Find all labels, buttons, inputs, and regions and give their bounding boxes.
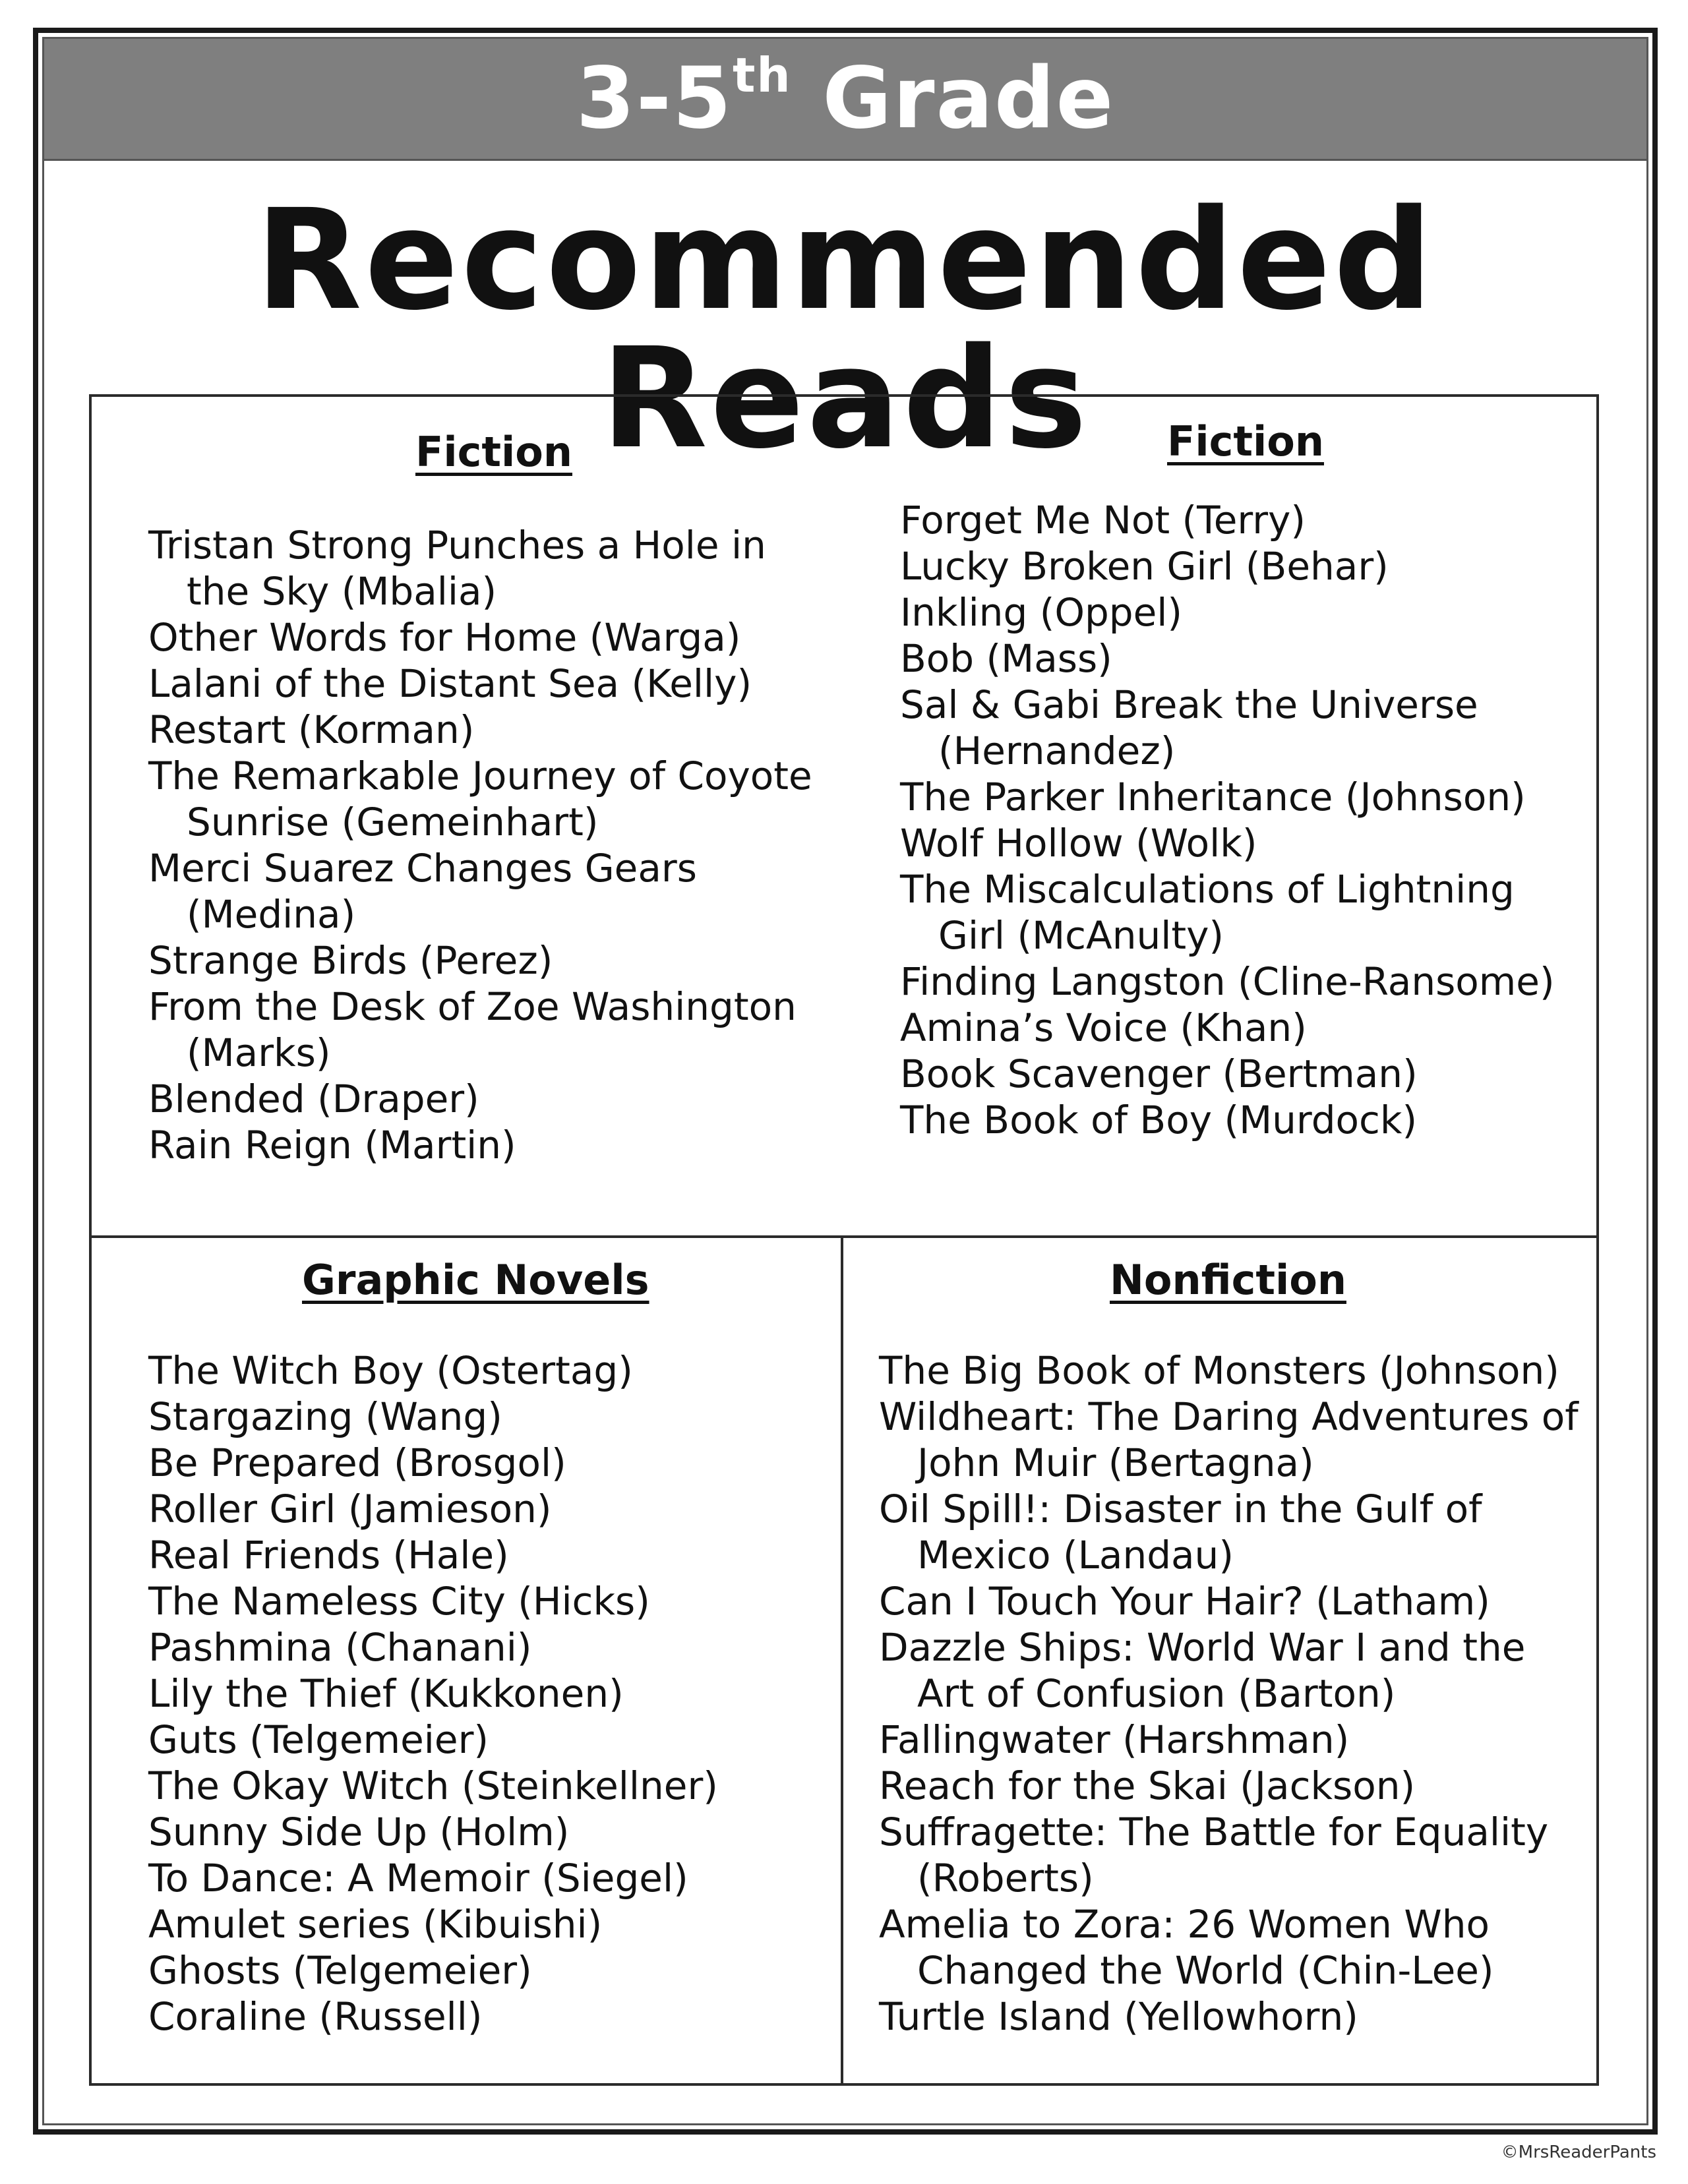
book-item: Strange Birds (Perez) <box>148 938 553 984</box>
book-item: Restart (Korman) <box>148 707 475 753</box>
book-item: Amelia to Zora: 26 Women Who Changed the World (Chin-Lee) <box>879 1902 1494 1993</box>
book-item: The Nameless City (Hicks) <box>148 1579 650 1624</box>
book-item: Finding Langston (Cline-Ransome) <box>900 959 1555 1005</box>
book-item: Lily the Thief (Kukkonen) <box>148 1671 624 1717</box>
book-item: Fallingwater (Harshman) <box>879 1717 1350 1763</box>
book-list <box>148 522 834 1168</box>
book-item: Dazzle Ships: World War I and the Art of Confusion (Barton) <box>879 1625 1526 1717</box>
copyright-credit: ©MrsReaderPants <box>1501 2142 1656 2162</box>
book-item: From the Desk of Zoe Washington (Marks) <box>148 984 797 1076</box>
book-item: Book Scavenger (Bertman) <box>900 1051 1418 1097</box>
book-item: Can I Touch Your Hair? (Latham) <box>879 1579 1490 1624</box>
book-item: The Parker Inheritance (Johnson) <box>900 775 1526 820</box>
book-list <box>900 497 1589 1143</box>
book-item: Blended (Draper) <box>148 1077 479 1122</box>
book-item: Roller Girl (Jamieson) <box>148 1487 552 1532</box>
grade-banner-text <box>576 47 1115 148</box>
book-item: The Okay Witch (Steinkellner) <box>148 1763 718 1809</box>
book-item: Inkling (Oppel) <box>900 590 1183 635</box>
book-item: Wolf Hollow (Wolk) <box>900 821 1257 866</box>
book-item: Suffragette: The Battle for Equality (Roberts) <box>879 1810 1549 1901</box>
book-item: The Remarkable Journey of Coyote Sunrise (Gemeinhart) <box>148 753 812 845</box>
book-item: Rain Reign (Martin) <box>148 1123 516 1168</box>
book-item: Lucky Broken Girl (Behar) <box>900 544 1389 589</box>
book-item: Other Words for Home (Warga) <box>148 615 741 661</box>
book-item: Forget Me Not (Terry) <box>900 498 1306 543</box>
section-heading: Fiction <box>415 428 572 476</box>
vertical-divider <box>841 1235 843 2086</box>
section-fiction-left <box>148 430 834 1168</box>
book-item: Tristan Strong Punches a Hole in the Sky (Mbalia) <box>148 523 766 614</box>
book-item: Wildheart: The Daring Adventures of John Muir (Bertagna) <box>879 1394 1579 1486</box>
book-item: Lalani of the Distant Sea (Kelly) <box>148 661 752 707</box>
book-item: Coraline (Russell) <box>148 1994 483 2040</box>
book-item: Sunny Side Up (Holm) <box>148 1810 570 1855</box>
book-item: Guts (Telgemeier) <box>148 1717 489 1763</box>
book-item: Reach for the Skai (Jackson) <box>879 1763 1416 1809</box>
book-item: Be Prepared (Brosgol) <box>148 1440 566 1486</box>
grade-word: Grade <box>822 49 1115 148</box>
book-item: Sal & Gabi Break the Universe (Hernandez) <box>900 682 1478 774</box>
section-heading: Graphic Novels <box>302 1256 649 1304</box>
grade-range: 3-5 <box>576 49 733 148</box>
book-item: The Miscalculations of Lightning Girl (McAnulty) <box>900 867 1515 959</box>
book-item: Bob (Mass) <box>900 636 1112 682</box>
book-list <box>879 1347 1591 2040</box>
horizontal-divider <box>89 1235 1599 1238</box>
section-fiction-right <box>900 419 1589 1143</box>
book-item: Stargazing (Wang) <box>148 1394 502 1440</box>
book-item: Real Friends (Hale) <box>148 1533 509 1578</box>
book-item: Turtle Island (Yellowhorn) <box>879 1994 1358 2040</box>
section-heading: Fiction <box>1167 417 1324 465</box>
book-item: The Book of Boy (Murdock) <box>900 1098 1418 1143</box>
page-title: Recommended Reads <box>255 179 1435 479</box>
book-item: Merci Suarez Changes Gears (Medina) <box>148 846 697 937</box>
grade-banner <box>44 39 1646 161</box>
book-item: Oil Spill!: Disaster in the Gulf of Mexico (Landau) <box>879 1487 1482 1578</box>
section-graphic-novels <box>148 1258 828 2040</box>
grade-suffix: th <box>733 47 792 103</box>
section-nonfiction <box>879 1258 1591 2040</box>
book-list <box>148 1347 828 2040</box>
book-item: Ghosts (Telgemeier) <box>148 1948 532 1993</box>
book-item: Pashmina (Chanani) <box>148 1625 532 1670</box>
book-item: Amina’s Voice (Khan) <box>900 1005 1307 1051</box>
book-item: The Witch Boy (Ostertag) <box>148 1348 633 1394</box>
section-heading: Nonfiction <box>1110 1256 1346 1304</box>
book-item: To Dance: A Memoir (Siegel) <box>148 1856 688 1901</box>
book-item: Amulet series (Kibuishi) <box>148 1902 603 1947</box>
book-item: The Big Book of Monsters (Johnson) <box>879 1348 1559 1394</box>
